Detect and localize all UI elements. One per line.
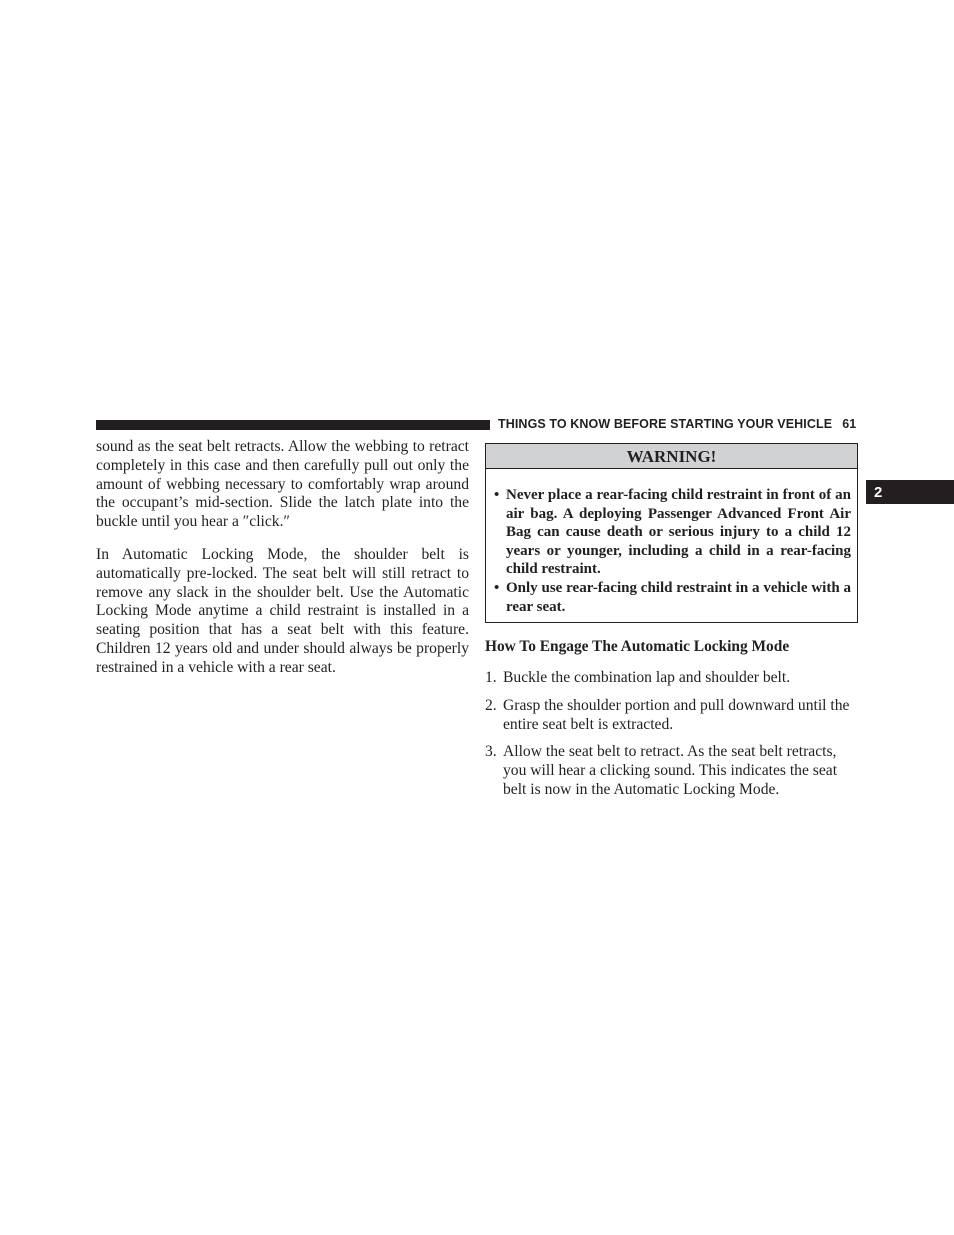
warning-item — [494, 486, 851, 579]
step-text: Buckle the combination lap and shoulder belt. — [503, 668, 791, 686]
running-header — [498, 417, 860, 431]
warning-list — [486, 469, 857, 622]
header-rule — [96, 420, 490, 430]
left-column — [96, 438, 469, 692]
step-text: Allow the seat belt to retract. As the seat belt retracts, you will hear a clicking sound. This indicates the seat belt is now in the Automatic Locking Mode. — [503, 743, 838, 798]
warning-item — [494, 579, 851, 616]
step-text: Grasp the shoulder portion and pull downward until the entire seat belt is extracted. — [503, 696, 850, 733]
page-number: 61 — [842, 417, 857, 431]
right-column — [485, 443, 858, 809]
warning-box — [485, 443, 858, 623]
bullet-icon: • — [494, 579, 500, 596]
bullet-icon: • — [494, 487, 500, 503]
body-paragraph: In Automatic Locking Mode, the shoulder belt is automatically pre-locked. The seat belt will still retract to remove any slack in the shoulder belt. Use the Automatic Locking Mode anytime a child restraint is installed in a seating position that has a seat belt with this feature. Children 12 years old and under should always be properly restrained in a vehicle with a rear seat. — [96, 545, 469, 676]
steps-list — [485, 669, 858, 800]
step-number: 2. — [485, 696, 497, 714]
header-title: THINGS TO KNOW BEFORE STARTING YOUR VEHICLE — [498, 417, 833, 431]
step-item — [485, 743, 858, 799]
body-paragraph: sound as the seat belt retracts. Allow the webbing to retract completely in this case and then carefully pull out only the amount of webbing necessary to comfortably wrap around the occupant’s mid-section. Slide the latch plate into the buckle until you hear a ″click.″ — [96, 438, 469, 531]
step-number: 1. — [485, 668, 497, 686]
step-item — [485, 669, 858, 688]
warning-item-text: Never place a rear-facing child restraint in front of an air bag. A deploying Passenger Advanced Front Air Bag can cause death or serious injury to a child 12 years or younger, including a child in a rear-facing child restraint. — [506, 487, 851, 578]
warning-title: WARNING! — [486, 444, 857, 469]
step-number: 3. — [485, 743, 497, 761]
chapter-tab: 2 — [866, 480, 954, 504]
section-heading: How To Engage The Automatic Locking Mode — [485, 638, 790, 656]
warning-item-text: Only use rear-facing child restraint in a vehicle with a rear seat. — [506, 579, 851, 615]
step-item — [485, 697, 858, 735]
